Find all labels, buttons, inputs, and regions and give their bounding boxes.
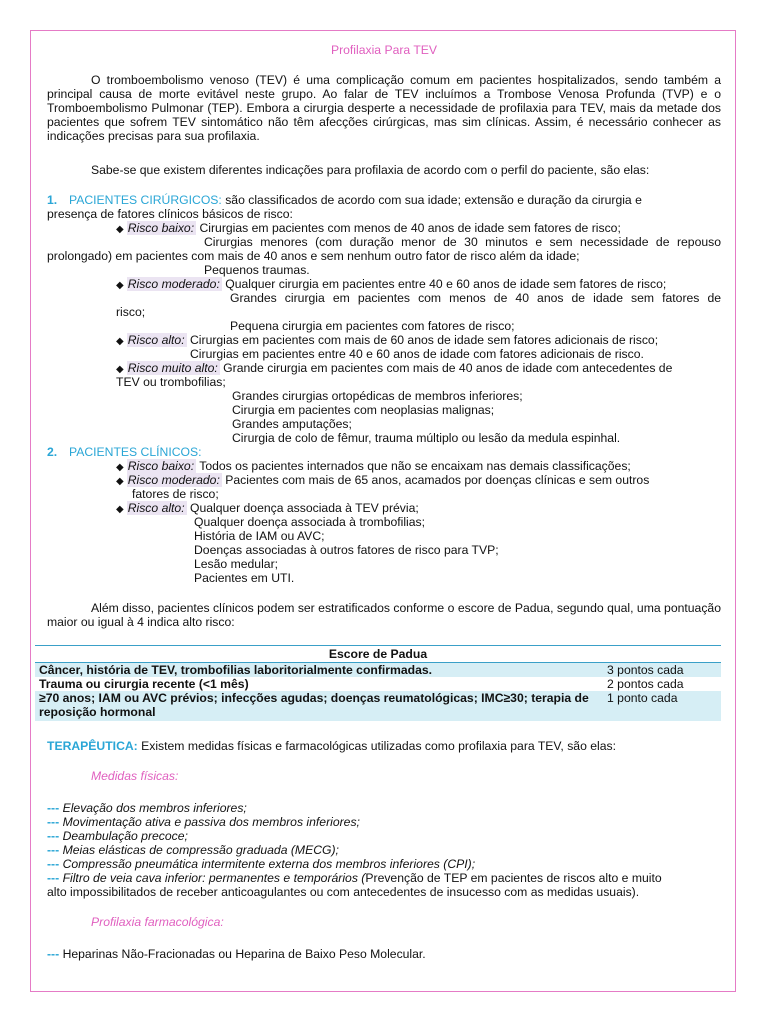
list-item xyxy=(47,871,662,885)
surgical-heading: PACIENTES CIRÚRGICOS: xyxy=(69,193,222,207)
surgical-mod-3: Pequena cirurgia em pacientes com fatores de risco; xyxy=(230,319,515,333)
risk-text: Grande cirurgia em pacientes com mais de 40 anos de idade com antecedentes de xyxy=(219,361,673,375)
padua-criteria: Trauma ou cirurgia recente (<1 mês) xyxy=(39,677,249,691)
diamond-bullet-icon: ◆ xyxy=(116,476,124,487)
surgical-number: 1. xyxy=(47,193,58,207)
risk-text: Qualquer cirurgia em pacientes entre 40 e 60 anos de idade sem fatores de risco; xyxy=(221,277,667,291)
list-item xyxy=(47,801,247,815)
surgical-heading-line xyxy=(69,193,721,207)
dash-bullet: --- xyxy=(47,947,60,961)
filter-line-2: alto impossibilitados de receber anticoagulantes ou com antecedentes de insucesso com as medidas usuais). xyxy=(47,885,640,899)
intro-paragraph: O tromboembolismo venoso (TEV) é uma complicação comum em pacientes hospitalizados, sendo também a principal causa de morte evitável neste grupo. Ao falar de TEV incluímos a Trombose Venosa Profunda (TVP) e o Tromboembolismo Pulmonar (TEP). Embora a cirurgia desperte a necessidade de profilaxia para TEV, mais da metade dos pacientes que sofrem TEV sintomático não têm afecções cirúrgicas, mas sim clínicas. Assim, é necessário conhecer as indicações precisas para sua profilaxia. xyxy=(47,73,721,143)
risk-label: Risco alto: xyxy=(127,333,185,347)
surgical-vhigh-4: Grandes amputações; xyxy=(232,417,352,431)
therapy-text: Existem medidas físicas e farmacológicas utilizadas como profilaxia para TEV, são elas: xyxy=(137,739,616,753)
risk-label: Risco muito alto: xyxy=(127,361,218,375)
list-item-text: Movimentação ativa e passiva dos membros inferiores; xyxy=(59,815,360,829)
risk-text: Cirurgias em pacientes com mais de 60 anos de idade sem fatores adicionais de risco; xyxy=(186,333,659,347)
list-item xyxy=(47,815,360,829)
list-item-text: Deambulação precoce; xyxy=(59,829,188,843)
list-item-text: Filtro de veia cava inferior: permanentes e temporários ( xyxy=(59,871,366,885)
dash-bullet: --- xyxy=(47,815,60,829)
intro-paragraph-2: Sabe-se que existem diferentes indicações para profilaxia de acordo com o perfil do paciente, são elas: xyxy=(91,163,650,177)
padua-table-title: Escore de Padua xyxy=(35,646,721,663)
clinical-high-item: Pacientes em UTI. xyxy=(194,571,295,585)
clinical-heading: PACIENTES CLÍNICOS: xyxy=(69,445,202,459)
surgical-low-2a: Cirurgias menores (com duração menor de 30 minutos e sem necessidade de repouso xyxy=(204,235,721,249)
surgical-mod-2b: risco; xyxy=(116,305,146,319)
surgical-mod-2a: Grandes cirurgia em pacientes com menos de 40 anos de idade sem fatores de xyxy=(230,291,721,305)
diamond-bullet-icon: ◆ xyxy=(116,336,124,347)
therapy-heading: TERAPÊUTICA: xyxy=(47,739,138,753)
surgical-vhigh-3: Cirurgia em pacientes com neoplasias malignas; xyxy=(232,403,495,417)
list-item xyxy=(47,843,339,857)
surgical-low-2b: prolongado) em pacientes com mais de 40 anos e sem nenhum outro fator de risco além da idade; xyxy=(47,249,580,263)
risk-text: Qualquer doença associada à TEV prévia; xyxy=(186,501,419,515)
list-item-text: Compressão pneumática intermitente externa dos membros inferiores (CPI); xyxy=(59,857,476,871)
risk-label: Risco moderado: xyxy=(127,473,220,487)
padua-table-header xyxy=(35,646,721,663)
clinical-high-item: Doenças associadas à outros fatores de risco para TVP; xyxy=(194,543,499,557)
diamond-bullet-icon: ◆ xyxy=(116,280,124,291)
padua-points: 3 pontos cada xyxy=(603,663,721,678)
dash-bullet: --- xyxy=(47,871,60,885)
surgical-low-3: Pequenos traumas. xyxy=(204,263,310,277)
surgical-vhigh-1b: TEV ou trombofilias; xyxy=(116,375,226,389)
list-item-text: Heparinas Não-Fracionadas ou Heparina de Baixo Peso Molecular. xyxy=(59,947,426,961)
table-row xyxy=(35,663,721,678)
diamond-bullet-icon: ◆ xyxy=(116,224,124,235)
pharma-title: Profilaxia farmacológica: xyxy=(91,915,224,929)
risk-label: Risco baixo: xyxy=(127,221,195,235)
list-item xyxy=(47,947,426,961)
padua-table xyxy=(35,645,721,721)
list-item-text: Prevenção de TEP em pacientes de riscos alto e muito xyxy=(365,871,662,885)
clinical-mod-1b: fatores de risco; xyxy=(132,487,219,501)
surgical-high-2: Cirurgias em pacientes entre 40 e 60 anos de idade com fatores adicionais de risco. xyxy=(190,347,644,361)
list-item-text: Meias elásticas de compressão graduada (MECG); xyxy=(59,843,339,857)
diamond-bullet-icon: ◆ xyxy=(116,462,124,473)
clinical-high-item: Qualquer doença associada à trombofilias; xyxy=(194,515,426,529)
padua-criteria: Câncer, história de TEV, trombofilias laboritorialmente confirmadas. xyxy=(35,663,603,678)
therapy-line xyxy=(47,739,616,753)
list-item-text: Elevação dos membros inferiores; xyxy=(59,801,247,815)
padua-intro: Além disso, pacientes clínicos podem ser estratificados conforme o escore de Padua, segundo qual, uma pontuação maior ou igual à 4 indica alto risco: xyxy=(47,601,721,629)
clinical-high-item: Lesão medular; xyxy=(194,557,279,571)
physical-measures-title: Medidas físicas: xyxy=(91,769,179,783)
clinical-high-item: História de IAM ou AVC; xyxy=(194,529,325,543)
list-item xyxy=(47,857,475,871)
surgical-vhigh-5: Cirurgia de colo de fêmur, trauma múltiplo ou lesão da medula espinhal. xyxy=(232,431,621,445)
list-item xyxy=(47,829,188,843)
padua-points: 1 ponto cada xyxy=(603,691,721,721)
padua-criteria: ≥70 anos; IAM ou AVC prévios; infecções agudas; doenças reumatológicas; IMC≥30; terapia de reposição hormonal xyxy=(35,691,603,721)
table-row xyxy=(35,677,721,691)
dash-bullet: --- xyxy=(47,801,60,815)
risk-label: Risco alto: xyxy=(127,501,185,515)
risk-label: Risco moderado: xyxy=(127,277,220,291)
risk-text: Cirurgias em pacientes com menos de 40 anos de idade sem fatores de risco; xyxy=(196,221,621,235)
clinical-number: 2. xyxy=(47,445,58,459)
page-title: Profilaxia Para TEV xyxy=(330,43,438,57)
dash-bullet: --- xyxy=(47,857,60,871)
surgical-vhigh-2: Grandes cirurgias ortopédicas de membros inferiores; xyxy=(232,389,523,403)
padua-points: 2 pontos cada xyxy=(607,677,684,691)
risk-text: Pacientes com mais de 65 anos, acamados por doenças clínicas e sem outros xyxy=(221,473,650,487)
surgical-desc-2: presença de fatores clínicos básicos de risco: xyxy=(47,207,293,221)
diamond-bullet-icon: ◆ xyxy=(116,364,124,375)
risk-text: Todos os pacientes internados que não se encaixam nas demais classificações; xyxy=(196,459,631,473)
diamond-bullet-icon: ◆ xyxy=(116,504,124,515)
risk-label: Risco baixo: xyxy=(127,459,195,473)
dash-bullet: --- xyxy=(47,843,60,857)
surgical-desc: são classificados de acordo com sua idade; extensão e duração da cirurgia e xyxy=(221,193,642,207)
table-row xyxy=(35,691,721,721)
dash-bullet: --- xyxy=(47,829,60,843)
